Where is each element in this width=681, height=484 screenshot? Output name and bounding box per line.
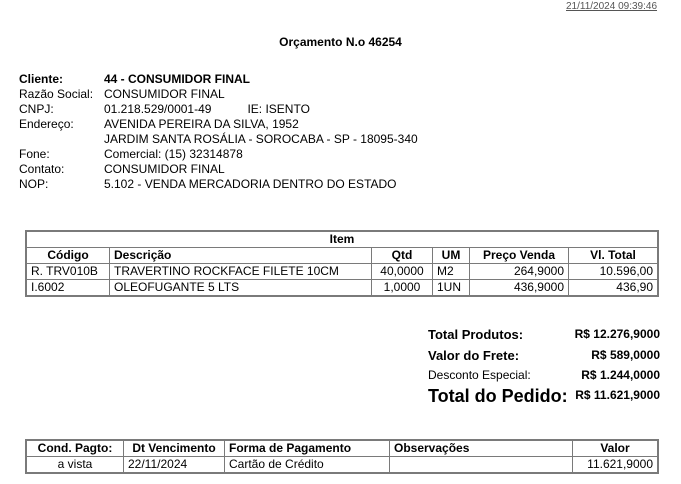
cell-codigo: I.6002 bbox=[26, 280, 110, 297]
payment-table bbox=[25, 439, 659, 474]
fone-value: Comercial: (15) 32314878 bbox=[104, 147, 243, 161]
cell-observacoes bbox=[390, 457, 573, 474]
cell-um: 1UN bbox=[433, 280, 470, 297]
col-um: UM bbox=[433, 248, 470, 264]
cell-um: M2 bbox=[433, 264, 470, 280]
col-descricao: Descrição bbox=[110, 248, 372, 264]
cnpj-label: CNPJ: bbox=[19, 102, 54, 116]
endereco-line1: AVENIDA PEREIRA DA SILVA, 1952 bbox=[104, 117, 299, 131]
contato-label: Contato: bbox=[19, 162, 65, 176]
total-pedido-label: Total do Pedido: bbox=[428, 386, 568, 406]
cell-cond-pagto: a vista bbox=[26, 457, 124, 474]
razao-value: CONSUMIDOR FINAL bbox=[104, 87, 225, 101]
ie-value: IE: ISENTO bbox=[247, 102, 310, 116]
total-pedido-value: R$ 11.621,9000 bbox=[575, 388, 660, 402]
table-row bbox=[26, 280, 658, 297]
items-caption: Item bbox=[26, 231, 658, 248]
cell-qtd: 40,0000 bbox=[372, 264, 433, 280]
cell-forma-pagamento: Cartão de Crédito bbox=[225, 457, 390, 474]
contato-value: CONSUMIDOR FINAL bbox=[104, 162, 225, 176]
timestamp: 21/11/2024 09:39:46 bbox=[566, 1, 658, 12]
endereco-line2: JARDIM SANTA ROSÁLIA - SOROCABA - SP - 18095-340 bbox=[104, 132, 418, 146]
col-forma-pagamento: Forma de Pagamento bbox=[225, 440, 390, 457]
table-row bbox=[26, 457, 658, 474]
page-title: Orçamento N.o 46254 bbox=[279, 35, 402, 49]
cnpj-value: 01.218.529/0001-49 bbox=[104, 102, 212, 116]
col-observacoes: Observações bbox=[390, 440, 573, 457]
items-table bbox=[25, 230, 659, 297]
nop-label: NOP: bbox=[19, 177, 49, 191]
col-cond-pagto: Cond. Pagto: bbox=[26, 440, 124, 457]
cell-total: 10.596,00 bbox=[569, 264, 659, 280]
frete-label: Valor do Frete: bbox=[428, 348, 520, 363]
cell-descricao: OLEOFUGANTE 5 LTS bbox=[110, 280, 372, 297]
nop-value: 5.102 - VENDA MERCADORIA DENTRO DO ESTADO bbox=[104, 177, 397, 191]
col-valor: Valor bbox=[573, 440, 659, 457]
cliente-value: 44 - CONSUMIDOR FINAL bbox=[104, 72, 251, 86]
total-produtos-label: Total Produtos: bbox=[428, 327, 524, 342]
col-dt-vencimento: Dt Vencimento bbox=[124, 440, 225, 457]
col-codigo: Código bbox=[26, 248, 110, 264]
frete-value: R$ 589,0000 bbox=[591, 348, 660, 362]
cell-total: 436,90 bbox=[569, 280, 659, 297]
total-produtos-value: R$ 12.276,9000 bbox=[574, 327, 660, 341]
col-qtd: Qtd bbox=[372, 248, 433, 264]
col-preco: Preço Venda bbox=[470, 248, 569, 264]
endereco-label: Endereço: bbox=[19, 117, 74, 131]
razao-label: Razão Social: bbox=[19, 87, 94, 101]
cell-preco: 436,9000 bbox=[470, 280, 569, 297]
cell-qtd: 1,0000 bbox=[372, 280, 433, 297]
cell-valor: 11.621,9000 bbox=[573, 457, 659, 474]
desconto-value: R$ 1.244,0000 bbox=[581, 368, 660, 382]
cell-descricao: TRAVERTINO ROCKFACE FILETE 10CM bbox=[110, 264, 372, 280]
fone-label: Fone: bbox=[19, 147, 50, 161]
cell-preco: 264,9000 bbox=[470, 264, 569, 280]
desconto-label: Desconto Especial: bbox=[428, 368, 531, 382]
table-row bbox=[26, 264, 658, 280]
col-total: Vl. Total bbox=[569, 248, 659, 264]
cell-dt-vencimento: 22/11/2024 bbox=[124, 457, 225, 474]
cliente-label: Cliente: bbox=[19, 72, 64, 86]
totals-block bbox=[428, 327, 662, 410]
cell-codigo: R. TRV010B bbox=[26, 264, 110, 280]
